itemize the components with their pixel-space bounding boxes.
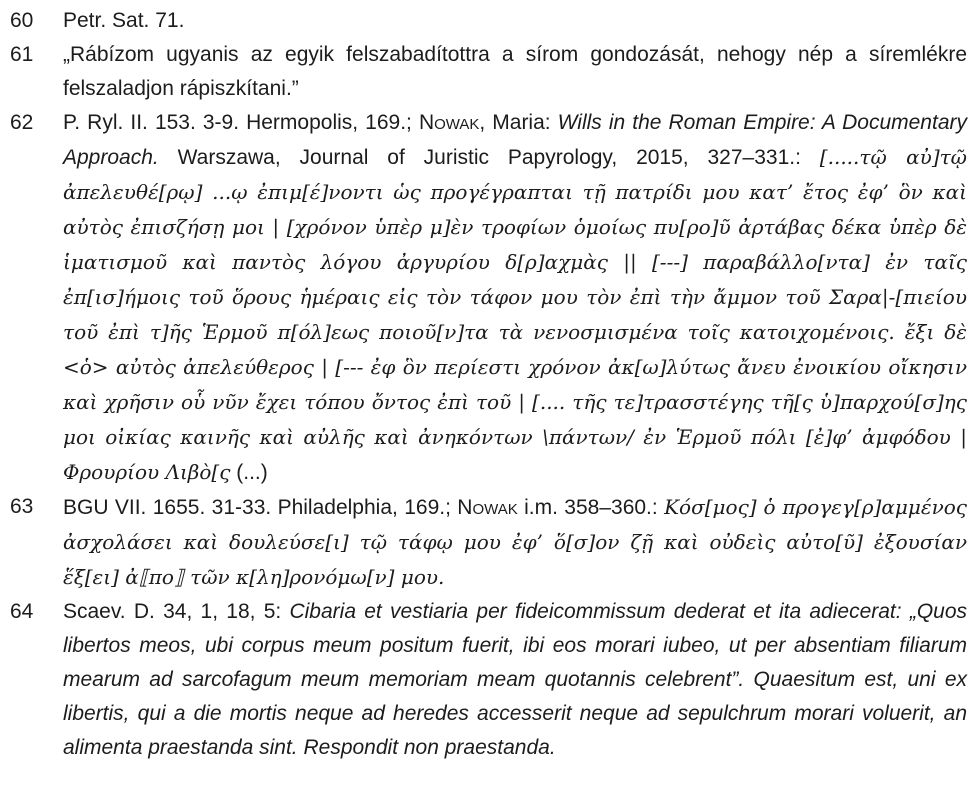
footnote-60 (10, 4, 967, 38)
author-name: Nowak (457, 496, 518, 519)
footnote-64 (10, 595, 967, 765)
footnote-number: 61 (10, 43, 34, 66)
greek-quotation: Κόσ[μος] ὁ προγεγ[ρ]αμμένος ἀσχολάσει καὶ δουλεύσε[ι] τῷ τάφῳ μου ἐφ’ ὅ[σ]ον ζῇ καὶ οὐδεὶς αὐτο[ῦ] ἐξουσίαν ἕξ[ει] ἀ⟦πο⟧ τῶν κ[λη]ρονόμω[ν] μου. (63, 495, 967, 589)
footnote-62 (10, 106, 967, 490)
ellipsis: (...) (230, 461, 268, 484)
author-rest: i.m. 358–360.: (517, 496, 665, 519)
book-title: Wills in the Roman Empire: A Documentary Approach. (63, 111, 967, 169)
footnote-number: 60 (10, 9, 34, 32)
footnote-61 (10, 38, 967, 106)
greek-quotation: [.....τῷ αὐ]τῷ ἀπελευθέ[ρῳ] ...ῳ ἐπιμ[έ]νοντι ὡς προγέγραπται τῇ πατρίδι μου κατ’ ἔτος ἐφ’ ὃν καὶ αὐτὸς ἐπισζήσῃ μοι | [χρόνον ὑπὲρ μ]ὲν τροφίων ὁμοίως πυ[ρο]ῦ ἀρτάβας δέκα ὑπὲρ δὲ ἱματισμοῦ καὶ παντὸς λόγου ἀργυρίου δ[ρ]αχμὰς || [---] παραβάλλο[ντα] ἐν ταῖς ἐπ[ισ]ήμοις τοῦ ὅρους ἡμέραις εἰς τὸν τάφον μου τὸν ἐπὶ τὴν ἄμμον τοῦ Σαρα|-[πιείου τοῦ ἐπὶ τ]ῆς Ἑρμοῦ π[όλ]εως ποιοῦ[ν]τα τὰ νενοσμισμένα τοῖς κατοιχομένοις. ἔξι δὲ <ὁ> αὐτὸς ἀπελεύθερος | [--- ἐφ ὃν περίεστι χρόνον ἀκ[ω]λύτως ἄνευ ἐνοικίου οἴκησιν καὶ χρῆσιν οὗ νῦν ἔχει τόπου ὄντος ἐπὶ τοῦ | [.... τῆς τε]τρασστέγης τῆ[ς ὑ]παρχού[σ]ης μοι οἰκίας καινῆς καὶ αὐλῆς καὶ ἀνηκόντων \πάντων/ ἐν Ἑρμοῦ πόλι [ἐ]φ’ ἀμφόδου | Φρουρίου Λιβὸ[ς (63, 145, 967, 484)
author-name: Nowak (418, 111, 480, 134)
footnote-source: P. Ryl. II. 153. 3-9. Hermopolis, 169.; (63, 111, 419, 134)
footnote-number: 62 (10, 111, 34, 134)
footnote-text: Petr. Sat. 71. (63, 9, 185, 32)
footnote-source: BGU VII. 1655. 31-33. Philadelphia, 169.; (63, 496, 458, 519)
footnote-number: 64 (10, 600, 34, 623)
footnote-text: „Rábízom ugyanis az egyik felszabadítottra a sírom gondozását, nehogy nép a síremlékre felszaladjon rápiszkítani.” (63, 43, 967, 100)
footnote-source: Scaev. D. 34, 1, 18, 5: (63, 600, 290, 623)
footnote-number: 63 (10, 495, 34, 518)
latin-quotation: Cibaria et vestiaria per fideicommissum dederat et ita adiecerat: „Quos libertos meos, ubi corpus meum positum fuerit, ibi eos morari iubeo, ut per absentiam filiarum mearum ad sarcofagum meum memoriam meam quotannis celebrent”. Quaesitum est, uni ex libertis, qui a die mortis neque ad heredes accesserit neque ad sepulchrum morari voluerit, an alimenta praestanda sint. Respondit non praestanda. (63, 600, 968, 759)
author-rest: , Maria: (479, 111, 558, 134)
footnote-63 (10, 490, 967, 595)
publication-info: Warszawa, Journal of Juristic Papyrology, 2015, 327–331.: (158, 146, 820, 169)
